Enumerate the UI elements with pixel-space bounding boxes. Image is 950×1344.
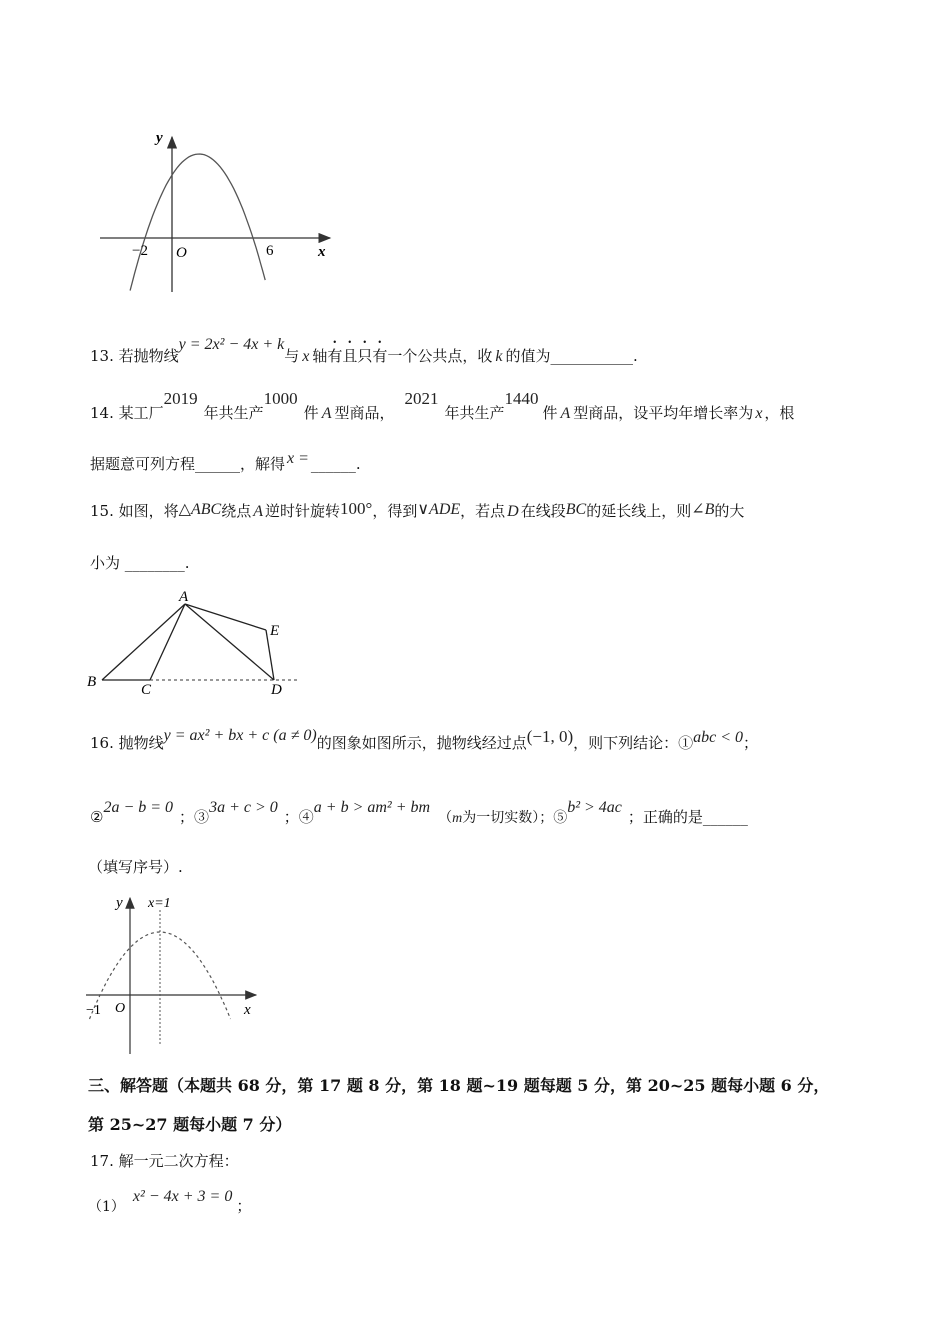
segment-ab xyxy=(102,604,185,680)
q16-text: ；④ xyxy=(283,808,314,826)
q13-blank: 的值为___________. xyxy=(505,347,638,365)
conclusion-4: a + b > am² + bm xyxy=(313,799,431,816)
question-15-line2: 小为 ________. xyxy=(90,554,190,572)
segment-ae xyxy=(185,604,266,630)
angle-b: ∠B xyxy=(691,501,715,518)
conclusion-1: abc < 0 xyxy=(693,729,744,746)
q15-text: ，得到 xyxy=(372,502,418,520)
figure-q16-parabola xyxy=(82,892,272,1058)
label-a: A xyxy=(179,589,189,605)
q15-text: 在线段 xyxy=(520,502,566,520)
q14-text: ，根 xyxy=(764,404,795,422)
q14-formula: x = xyxy=(287,450,309,467)
q16-text: 为一切实数）；⑤ xyxy=(462,810,568,826)
label-d: D xyxy=(271,682,282,698)
count-1440: 1440 xyxy=(504,389,539,408)
q16-text: ② xyxy=(90,808,104,826)
q15-text: 逆时针旋转 xyxy=(264,502,340,520)
q14-text: 某工厂 xyxy=(118,404,164,422)
q17-text: ； xyxy=(236,1197,252,1215)
q16-blank: ；正确的是______ xyxy=(627,808,748,826)
var-m: m xyxy=(452,811,463,826)
q13-text: 与 xyxy=(284,347,300,365)
conclusion-2: 2a − b = 0 xyxy=(103,799,174,816)
q14-text: 件 xyxy=(303,404,319,422)
q17-text: 解一元二次方程： xyxy=(118,1152,239,1170)
x-axis-label: x xyxy=(244,1002,251,1018)
q14-text: 据题意可列方程______，解得 xyxy=(90,455,286,473)
question-16-line2 xyxy=(90,799,748,827)
q14-blank: ______. xyxy=(310,455,361,473)
var-x: x xyxy=(302,348,310,365)
question-number: 16. xyxy=(90,734,114,752)
segment-bc: BC xyxy=(565,501,587,518)
angle-100: 100° xyxy=(340,499,373,518)
question-16-line3: （填写序号）. xyxy=(88,858,183,876)
var-x: x xyxy=(755,405,763,422)
label-c: C xyxy=(141,682,152,698)
point-minus1-0: (−1, 0) xyxy=(526,727,574,746)
part-label: （1） xyxy=(88,1199,125,1215)
y-axis-label: y xyxy=(156,130,163,146)
left-root-label: −2 xyxy=(132,243,148,259)
parabola-curve xyxy=(130,154,265,291)
y-axis-label: y xyxy=(116,895,123,911)
q13-text: 轴 xyxy=(312,347,328,365)
right-root-label: 6 xyxy=(266,243,274,259)
symmetry-axis-label: x=1 xyxy=(148,896,171,911)
q14-text: 年共生产 xyxy=(203,404,264,422)
segment-ad xyxy=(185,604,274,680)
q14-text: 件 xyxy=(542,404,558,422)
question-17 xyxy=(90,1150,239,1171)
figure-q15-triangles xyxy=(82,588,312,698)
question-16 xyxy=(90,727,759,753)
question-14-line2 xyxy=(90,450,361,474)
q16-formula: y = ax² + bx + c (a ≠ 0) xyxy=(163,727,317,744)
q15-text: ，若点 xyxy=(460,502,506,520)
emphasized-text: 有且只有 xyxy=(327,347,388,365)
q13-text: 若抛物线 xyxy=(118,347,179,365)
q17-formula: x² − 4x + 3 = 0 xyxy=(132,1188,233,1205)
figure-q12-parabola xyxy=(90,125,350,295)
question-number: 14. xyxy=(90,404,114,422)
origin-label: O xyxy=(176,245,187,261)
x-axis-label: x xyxy=(318,244,326,260)
triangle-ade: ∨ADE xyxy=(417,501,461,518)
label-e: E xyxy=(270,623,280,639)
q16-text: ； xyxy=(743,734,759,752)
section-3-heading-line1: 三、解答题（本题共 68 分，第 17 题 8 分，第 18 题~19 题每题 5 分，第 20~25 题每小题 6 分， xyxy=(88,1076,830,1095)
q13-text: 一个公共点，收 xyxy=(387,347,493,365)
q14-text: 型商品， xyxy=(334,404,395,422)
question-number: 13. xyxy=(90,347,114,365)
question-number: 17. xyxy=(90,1152,114,1170)
var-a: A xyxy=(321,405,332,422)
q16-text: 抛物线 xyxy=(118,734,164,752)
origin-label: O xyxy=(115,1001,126,1016)
question-number: 15. xyxy=(90,502,114,520)
triangle-abc: △ABC xyxy=(178,501,222,518)
segment-ac xyxy=(150,604,185,680)
var-k: k xyxy=(495,348,503,365)
section-3-heading-line2: 第 25~27 题每小题 7 分） xyxy=(88,1115,292,1134)
q16-text: 的图象如图所示，抛物线经过点 xyxy=(316,734,527,752)
question-14 xyxy=(90,389,795,423)
conclusion-5: b² > 4ac xyxy=(567,799,622,816)
question-13 xyxy=(90,338,638,366)
var-a: A xyxy=(253,503,263,520)
q16-text: ；③ xyxy=(179,808,210,826)
label-b: B xyxy=(87,674,97,690)
question-15 xyxy=(90,500,744,521)
year-2019: 2019 xyxy=(163,389,198,408)
root-label: −1 xyxy=(86,1003,101,1018)
conclusion-3: 3a + c > 0 xyxy=(209,799,278,816)
q15-text: 如图，将 xyxy=(118,502,179,520)
q15-text: 的延长线上，则 xyxy=(586,502,692,520)
question-17-part1 xyxy=(88,1188,252,1216)
year-2021: 2021 xyxy=(404,389,439,408)
q15-text: 的大 xyxy=(714,502,745,520)
q16-text: （ xyxy=(438,810,453,826)
q15-text: 绕点 xyxy=(221,502,252,520)
q14-text: 型商品，设平均年增长率为 xyxy=(573,404,754,422)
count-1000: 1000 xyxy=(263,389,298,408)
q13-formula: y = 2x² − 4x + k xyxy=(178,336,285,353)
var-d: D xyxy=(507,503,519,520)
var-a: A xyxy=(560,405,571,422)
q14-text: 年共生产 xyxy=(444,404,505,422)
q16-text: ，则下列结论：① xyxy=(573,734,694,752)
